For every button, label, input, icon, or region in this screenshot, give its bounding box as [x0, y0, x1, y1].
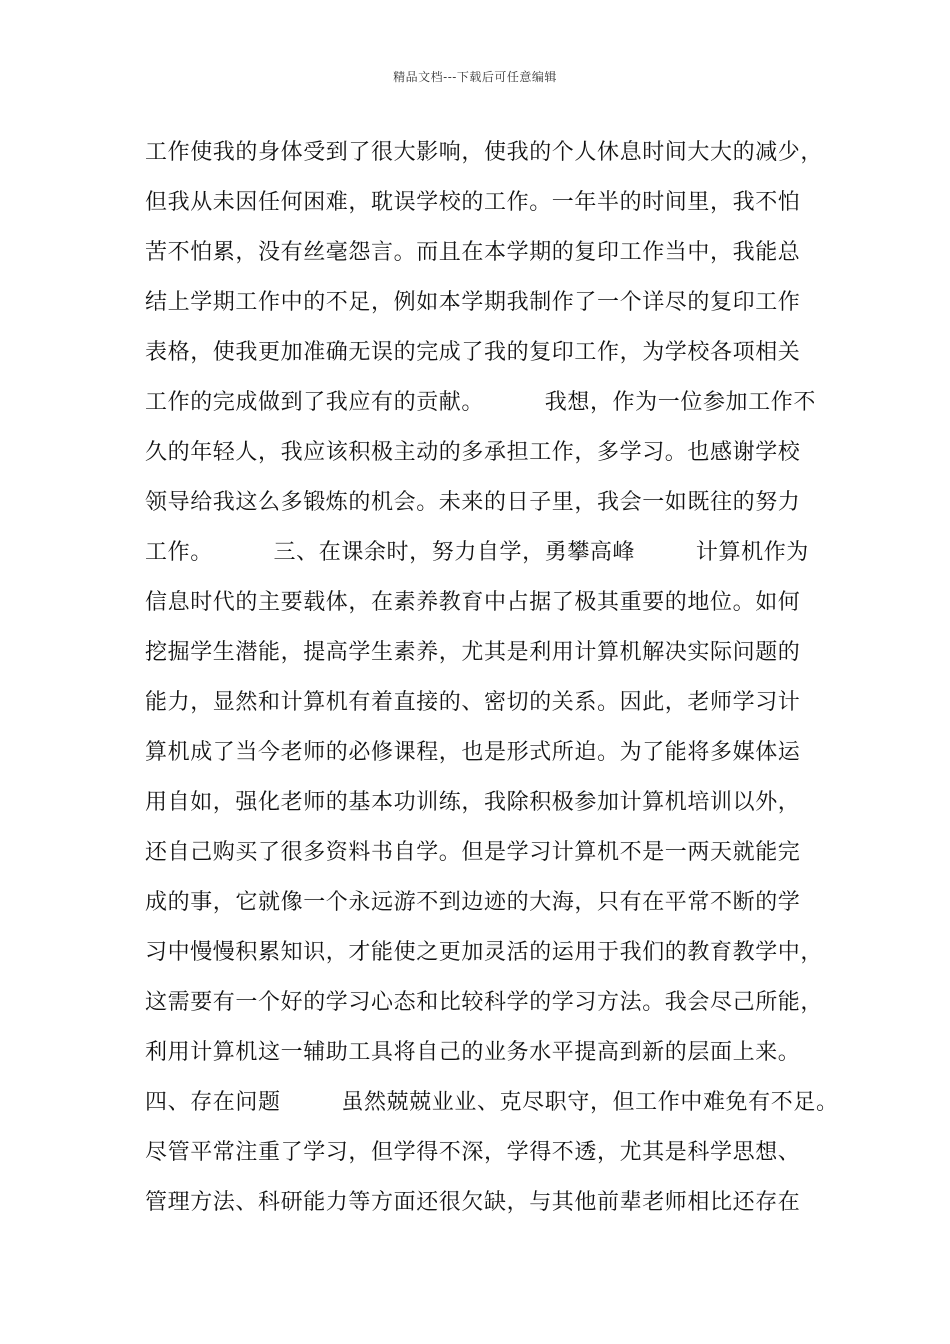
page-header: 精品文档---下载后可任意编辑 — [393, 70, 557, 84]
document-body — [145, 128, 839, 1228]
text-line: 这需要有一个好的学习心态和比较科学的学习方法。我会尽己所能， — [145, 990, 824, 1015]
text-line: 苦不怕累，没有丝毫怨言。而且在本学期的复印工作当中，我能总 — [145, 240, 801, 265]
text-line: 挖掘学生潜能，提高学生素养，尤其是利用计算机解决实际问题的 — [145, 640, 801, 665]
text-line: 习中慢慢积累知识，才能使之更加灵活的运用于我们的教育教学中， — [145, 940, 824, 965]
text-line: 工作的完成做到了我应有的贡献。 我想，作为一位参加工作不 — [145, 390, 816, 415]
text-line: 结上学期工作中的不足，例如本学期我制作了一个详尽的复印工作 — [145, 290, 801, 315]
text-line: 久的年轻人，我应该积极主动的多承担工作，多学习。也感谢学校 — [145, 440, 801, 465]
text-line: 领导给我这么多锻炼的机会。未来的日子里，我会一如既往的努力 — [145, 490, 801, 515]
text-line: 管理方法、科研能力等方面还很欠缺，与其他前辈老师相比还存在 — [145, 1190, 801, 1215]
text-line: 表格，使我更加准确无误的完成了我的复印工作，为学校各项相关 — [145, 340, 801, 365]
text-line: 四、存在问题 虽然兢兢业业、克尽职守，但工作中难免有不足。 — [145, 1090, 839, 1115]
text-line: 能力，显然和计算机有着直接的、密切的关系。因此，老师学习计 — [145, 690, 801, 715]
text-line: 算机成了当今老师的必修课程，也是形式所迫。为了能将多媒体运 — [145, 740, 801, 765]
text-line: 信息时代的主要载体，在素养教育中占据了极其重要的地位。如何 — [145, 590, 801, 615]
text-line: 尽管平常注重了学习，但学得不深，学得不透，尤其是科学思想、 — [145, 1140, 801, 1165]
text-line: 用自如，强化老师的基本功训练，我除积极参加计算机培训以外， — [145, 790, 801, 815]
text-line: 利用计算机这一辅助工具将自己的业务水平提高到新的层面上来。 — [145, 1040, 801, 1065]
text-line: 但我从未因任何困难，耽误学校的工作。一年半的时间里，我不怕 — [145, 190, 801, 215]
text-line: 成的事，它就像一个永远游不到边迹的大海，只有在平常不断的学 — [145, 890, 801, 915]
text-line: 工作使我的身体受到了很大影响，使我的个人休息时间大大的减少， — [145, 140, 824, 165]
text-line: 工作。 三、在课余时，努力自学，勇攀高峰 计算机作为 — [145, 540, 809, 565]
text-line: 还自己购买了很多资料书自学。但是学习计算机不是一两天就能完 — [145, 840, 801, 865]
